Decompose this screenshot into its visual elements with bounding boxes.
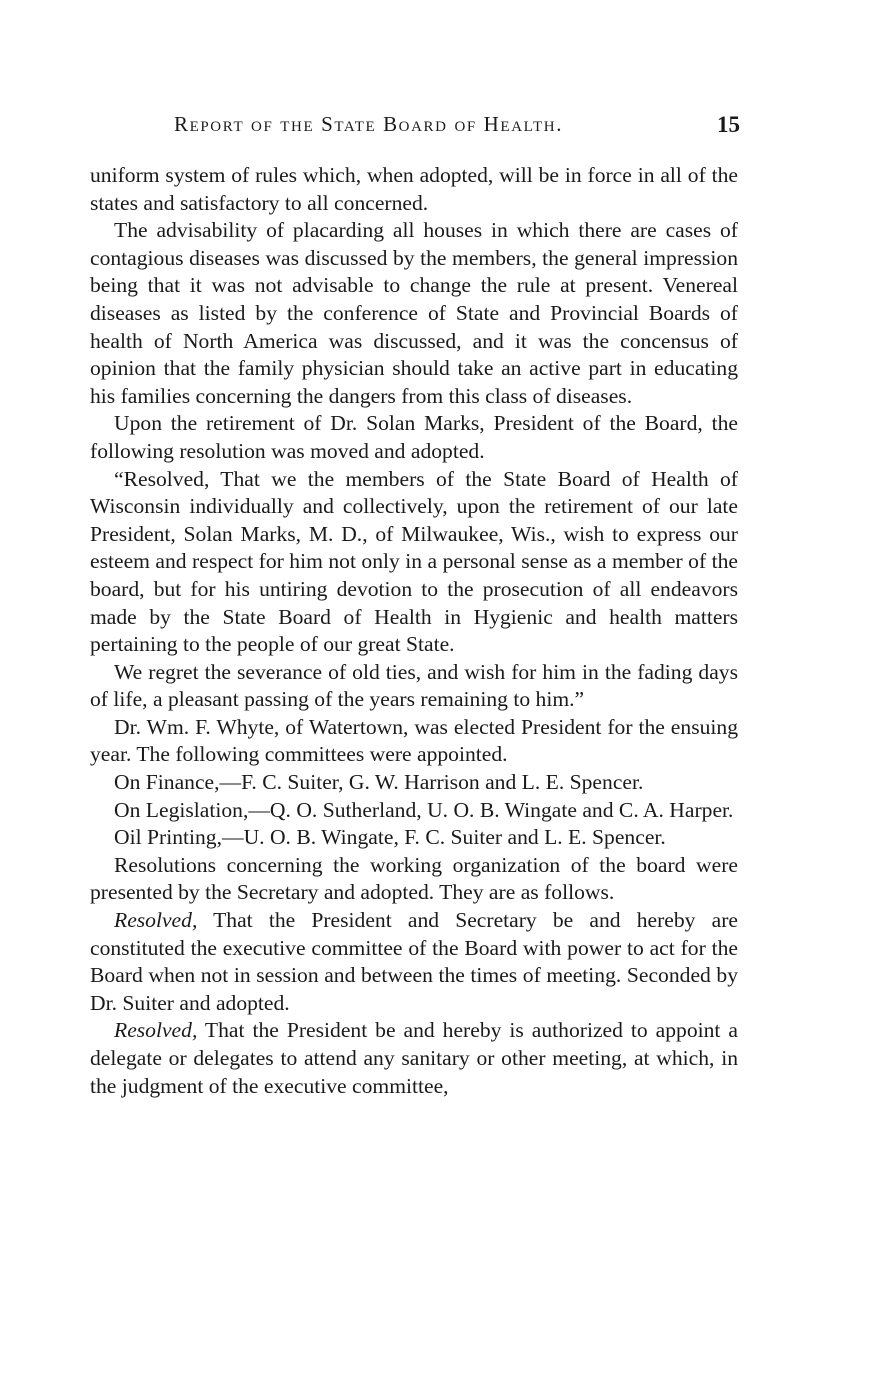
page-number: 15	[717, 112, 740, 137]
running-head	[90, 112, 740, 144]
paragraph-retirement: Upon the retirement of Dr. Solan Marks, President of the Board, the following resolution was moved and adopted.	[90, 411, 738, 463]
paragraph-placarding: The advisability of placarding all houses in which there are cases of contagious diseases was discussed by the members, the general impression being that it was not advisable to change the rule at present. Venereal diseases as listed by the conference of State and Provincial Boards of health of North America was discussed, and it was the concensus of opinion that the family physician should take an active part in educating his families concerning the dangers from this class of diseases.	[90, 218, 738, 408]
paragraph-committee-legislation: On Legislation,—Q. O. Sutherland, U. O. B. Wingate and C. A. Harper.	[114, 797, 734, 822]
paragraph-resolved-delegates	[90, 1017, 738, 1100]
resolved-text: That the President be and hereby is authorized to appoint a delegate or delegates to attend any sanitary or other meeting, at which, in the judgment of the executive committee,	[90, 1018, 738, 1098]
paragraph-resolutions-intro: Resolutions concerning the working organization of the board were presented by the Secretary and adopted. They are as follows.	[90, 852, 738, 905]
paragraph-resolution-marks: “Resolved, That we the members of the State Board of Health of Wisconsin individually and collectively, upon the retirement of our late President, Solan Marks, M. D., of Milwaukee, Wis., wish to express our esteem and respect for him not only in a personal sense as a member of the board, but for his untiring devotion to the prosecution of all endeavors made by the State Board of Health in Hygienic and health matters pertaining to the people of our great State.	[90, 466, 738, 657]
body-text	[90, 162, 738, 1100]
resolved-text: That the President and Secretary be and hereby are constituted the executive committee of the Board with power to act for the Board when not in session and between the times of meeting. Seconded by Dr. Suiter and adopted.	[90, 908, 738, 1015]
paragraph-resolved-executive	[90, 907, 738, 1017]
resolved-lead: Resolved,	[114, 1018, 198, 1043]
paragraph-election: Dr. Wm. F. Whyte, of Watertown, was elected President for the ensuing year. The following committees were appointed.	[90, 714, 738, 767]
resolved-lead: Resolved,	[114, 908, 198, 933]
paragraph-committee-printing: Oil Printing,—U. O. B. Wingate, F. C. Suiter and L. E. Spencer.	[114, 825, 666, 850]
running-head-title: Report of the State Board of Health.	[174, 112, 564, 136]
paragraph-continuation: uniform system of rules which, when adopted, will be in force in all of the states and satisfactory to all concerned.	[90, 163, 738, 215]
paragraph-regret: We regret the severance of old ties, and wish for him in the fading days of life, a pleasant passing of the years remaining to him.”	[90, 659, 738, 712]
paragraph-committee-finance: On Finance,—F. C. Suiter, G. W. Harrison and L. E. Spencer.	[114, 770, 644, 795]
